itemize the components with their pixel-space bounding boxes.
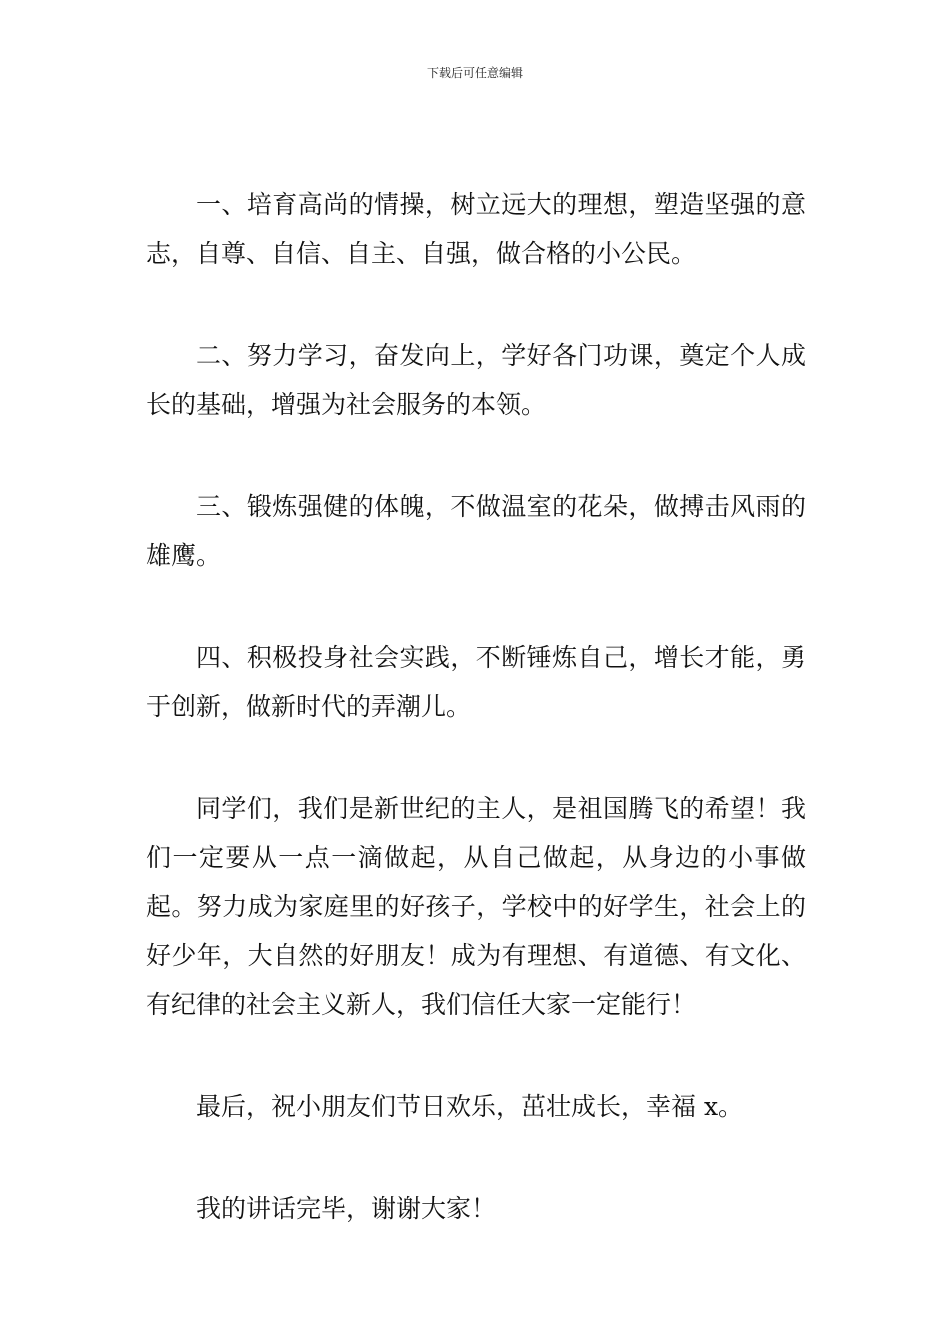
paragraph-6: 最后，祝小朋友们节日欢乐，茁壮成长，幸福 x。 [196, 1092, 744, 1121]
paragraph-3: 三、锻炼强健的体魄，不做温室的花朵，做搏击风雨的雄鹰。 [146, 492, 806, 570]
paragraph-7: 我的讲话完毕，谢谢大家！ [196, 1194, 497, 1223]
paragraph-1: 一、培育高尚的情操，树立远大的理想，塑造坚强的意志，自尊、自信、自主、自强，做合格的小公民。 [146, 190, 806, 268]
document-body [146, 180, 806, 1233]
paragraph-5: 同学们，我们是新世纪的主人，是祖国腾飞的希望！我们一定要从一点一滴做起，从自己做起，从身边的小事做起。努力成为家庭里的好孩子，学校中的好学生，社会上的好少年，大自然的好朋友！成为有理想、有道德、有文化、有纪律的社会主义新人，我们信任大家一定能行！ [146, 794, 806, 1019]
paragraph-4: 四、积极投身社会实践，不断锤炼自己，增长才能，勇于创新，做新时代的弄潮儿。 [146, 643, 806, 721]
paragraph-2: 二、努力学习，奋发向上，学好各门功课，奠定个人成长的基础，增强为社会服务的本领。 [146, 341, 806, 419]
page-header-note: 下载后可任意编辑 [426, 66, 523, 80]
